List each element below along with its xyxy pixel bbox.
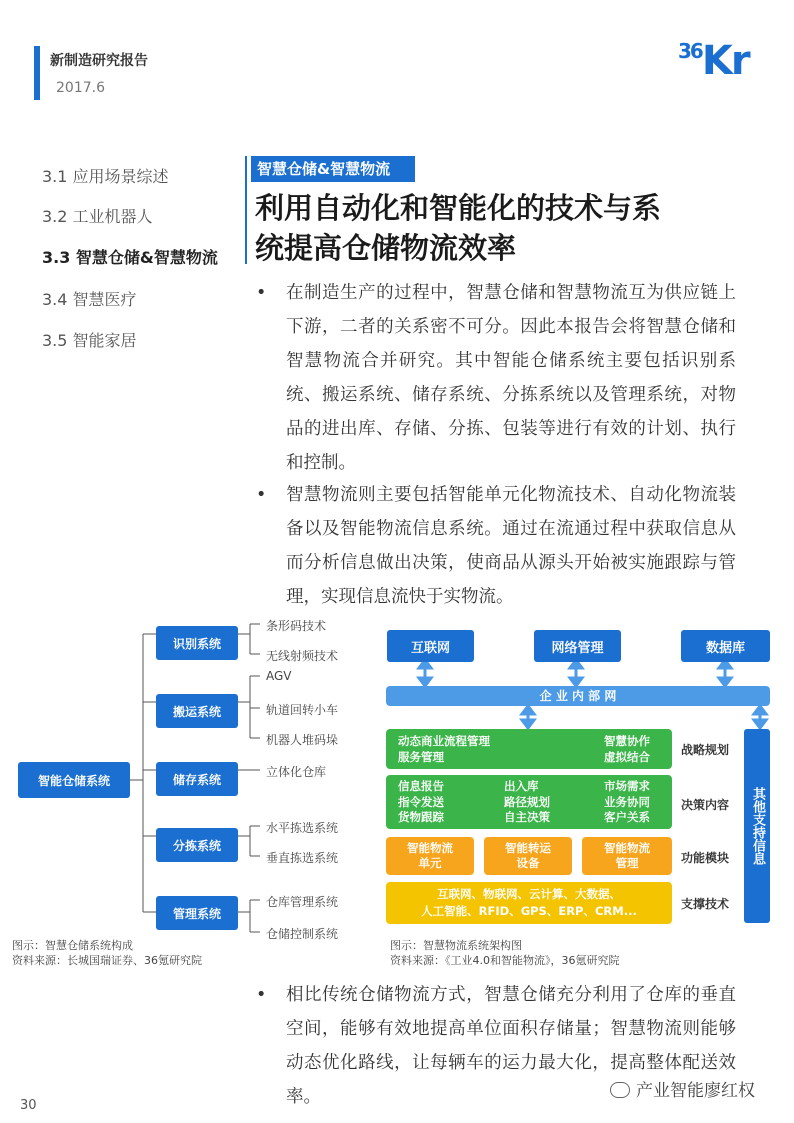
headline-line-2: 统提高仓储物流效率 [255,231,517,265]
page-number: 30 [20,1098,37,1113]
bullet-paragraph-2 [256,478,736,614]
arch-intranet-bar: 企 业 内 部 网 [386,686,770,706]
arch-source: 资料来源：《工业4.0和智能物流》，36氪研究院 [390,954,620,967]
arch-support-tech: 互联网、物联网、云计算、大数据、 人工智能、RFID、GPS、ERP、CRM... [386,882,672,924]
tree-branch-identification: 识别系统 [156,626,238,660]
arch-cell: 市场需求 业务协同 客户关系 [604,779,650,824]
bullet-paragraph-1 [256,276,736,480]
arch-cell: 智慧协作 虚拟结合 [604,734,650,764]
section-tag: 智慧仓储&智慧物流 [251,156,415,182]
bullet-dot: • [256,985,267,1005]
arch-caption: 图示：智慧物流系统架构图 [390,939,522,952]
arch-internet-box: 互联网 [387,630,474,662]
tree-branch-handling: 搬运系统 [156,694,238,728]
header-accent-bar [34,46,40,100]
arch-other-info-box: 其他支持信息 [744,729,770,923]
arch-row-label: 功能模块 [681,851,730,865]
tree-branch-sorting: 分拣系统 [156,828,238,862]
arch-cell: 智能物流 单元 [386,837,474,875]
brand-logo: $^{36}$Kr [678,38,749,84]
paragraph-text: 相比传统仓储物流方式，智慧仓储充分利用了仓库的垂直空间，能够有效地提高单位面积存储量；智慧物流则能够动态优化路线，让每辆车的运力最大化，提高整体配送效率。 [286,985,736,1107]
wechat-icon [610,1082,630,1098]
arch-row-label: 战略规划 [681,743,730,757]
toc-separator [245,156,247,264]
toc-item-3-3[interactable]: 3.3 智慧仓储&智慧物流 [42,248,218,267]
arch-cell: 信息报告 指令发送 货物跟踪 [398,779,444,824]
arch-cell: 出入库 路径规划 自主决策 [504,779,550,824]
paragraph-text: 智慧物流则主要包括智能单元化物流技术、自动化物流装备以及智能物流信息系统。通过在流通过程中获取信息从而分析信息做出决策，使商品从源头开始被实施跟踪与管理，实现信息流快于实物流。 [286,485,736,607]
tree-leaf: 轨道回转小车 [266,703,339,717]
tree-leaf: AGV [266,669,292,683]
tree-root: 智能仓储系统 [18,762,130,798]
tree-branch-management: 管理系统 [156,896,238,930]
tree-source: 资料来源：长城国瑞证券、36氪研究院 [12,954,202,967]
watermark [610,1076,755,1101]
paragraph-text: 在制造生产的过程中，智慧仓储和智慧物流互为供应链上下游，二者的关系密不可分。因此本报告会将智慧仓储和智慧物流合并研究。其中智能仓储系统主要包括识别系统、搬运系统、储存系统、分拣系统以及管理系统，对物品的进出库、存储、分拣、包装等进行有效的计划、执行和控制。 [286,283,736,473]
arch-cell: 智能物流 管理 [582,837,672,875]
arch-row-label: 决策内容 [681,798,730,812]
toc-item-3-2[interactable]: 3.2 工业机器人 [42,207,153,226]
tree-leaf: 仓储控制系统 [266,927,339,941]
report-title: 新制造研究报告 [50,53,148,69]
tree-leaf: 仓库管理系统 [266,895,339,909]
tree-leaf: 机器人堆码垛 [266,733,339,747]
tree-leaf: 立体化仓库 [266,765,327,779]
tree-leaf: 条形码技术 [266,619,327,633]
arch-cell: 动态商业流程管理 服务管理 [398,734,490,764]
watermark-text: 产业智能廖红权 [636,1081,755,1101]
bullet-dot: • [256,485,267,505]
report-date: 2017.6 [56,80,105,96]
arch-network-mgmt-box: 网络管理 [534,630,621,662]
bullet-dot: • [256,283,267,303]
arch-row-strategy [386,729,672,769]
toc-item-3-5[interactable]: 3.5 智能家居 [42,331,137,350]
arch-database-box: 数据库 [681,630,770,662]
arch-row-decision [386,775,672,829]
headline-line-1: 利用自动化和智能化的技术与系 [255,191,662,225]
tree-leaf: 水平拣选系统 [266,821,339,835]
toc-item-3-1[interactable]: 3.1 应用场景综述 [42,167,169,186]
arch-row-label: 支撑技术 [681,897,730,911]
tree-leaf: 无线射频技术 [266,649,339,663]
tree-branch-storage: 储存系统 [156,762,238,796]
tree-caption: 图示：智慧仓储系统构成 [12,939,133,952]
toc-item-3-4[interactable]: 3.4 智慧医疗 [42,290,137,309]
arch-cell: 智能转运 设备 [484,837,572,875]
section-headline [255,188,775,268]
tree-leaf: 垂直拣选系统 [266,851,339,865]
